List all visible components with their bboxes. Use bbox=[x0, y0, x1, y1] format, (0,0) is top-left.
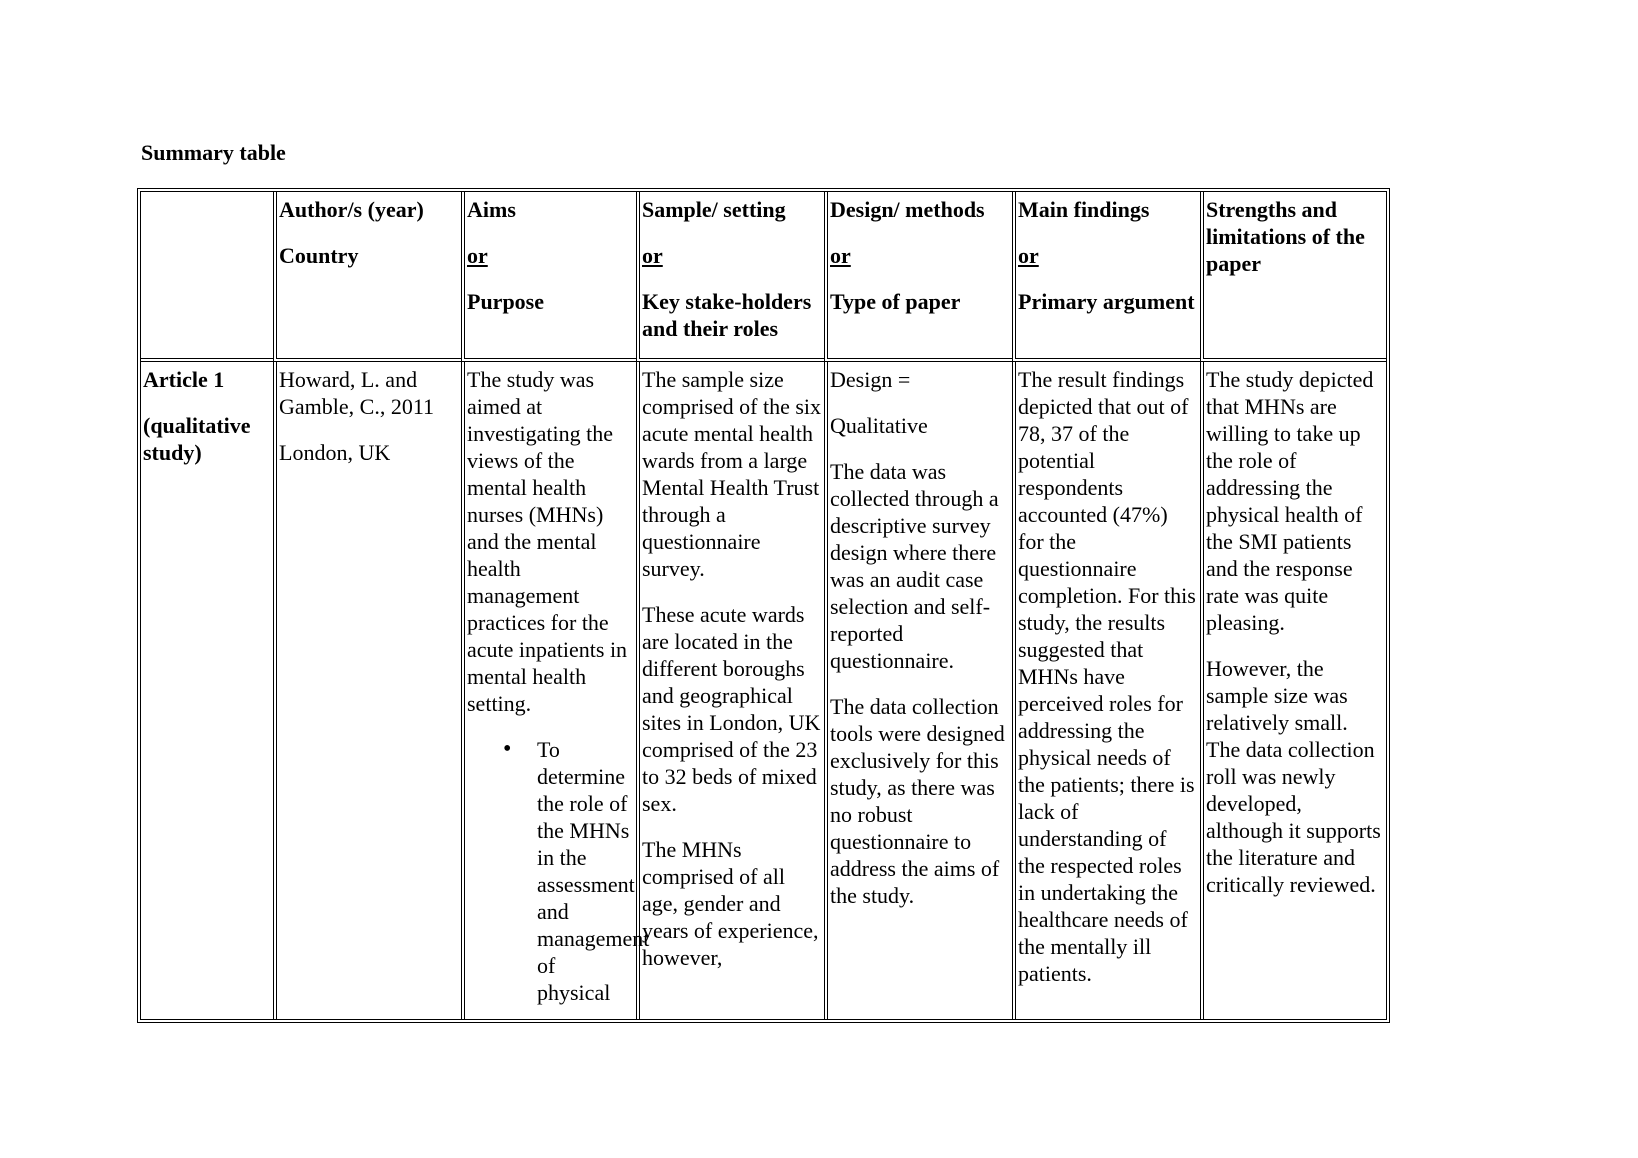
header-cell-empty bbox=[141, 192, 273, 362]
summary-table bbox=[137, 188, 1390, 1023]
header-cell-findings bbox=[1012, 192, 1200, 362]
sample-text-1: The sample size comprised of the six acute mental health wards from a large Mental Health Trust through a questionnaire survey. bbox=[642, 367, 822, 581]
page-title: Summary table bbox=[141, 140, 286, 165]
header-design-label: Design/ methods bbox=[830, 197, 985, 222]
header-cell-author bbox=[273, 192, 461, 362]
header-or-label: or bbox=[1018, 243, 1039, 268]
header-argument-label: Primary argument bbox=[1018, 289, 1195, 314]
study-type-label: (qualitative study) bbox=[143, 413, 251, 465]
strengths-text-2: However, the sample size was relatively small. The data collection roll was newly developed, although it supports the literature and critically reviewed. bbox=[1206, 656, 1381, 897]
author-text: Howard, L. and Gamble, C., 2011 bbox=[279, 367, 434, 419]
header-stakeholders-label: Key stake-holders and their roles bbox=[642, 289, 812, 341]
design-text-2: Qualitative bbox=[830, 413, 928, 438]
author-cell bbox=[273, 362, 461, 1019]
strengths-cell bbox=[1200, 362, 1386, 1019]
header-country-label: Country bbox=[279, 243, 359, 268]
header-cell-design bbox=[824, 192, 1012, 362]
design-cell bbox=[824, 362, 1012, 1019]
table-row bbox=[141, 362, 1386, 1019]
findings-text: The result findings depicted that out of 78, 37 of the potential respondents accounted (47%) for the questionnaire completion. For this study, the results suggested that MHNs have perceived roles for addressing the physical needs of the patients; there is lack of understanding of the respected roles in undertaking the healthcare needs of the mentally ill patients. bbox=[1018, 367, 1196, 986]
aims-text: The study was aimed at investigating the views of the mental health nurses (MHNs) and the mental health management practices for the acute inpatients in mental health setting. bbox=[467, 367, 628, 716]
header-or-label: or bbox=[642, 243, 663, 268]
header-sample-label: Sample/ setting bbox=[642, 197, 786, 222]
article-label: Article 1 bbox=[143, 367, 225, 392]
design-text-3: The data was collected through a descriptive survey design where there was an audit case selection and self-reported questionnaire. bbox=[830, 459, 999, 673]
aims-bullet-text: • To determine the role of the MHNs in the assessment and management of physical bbox=[537, 737, 650, 1005]
header-strengths-label: Strengths and limitations of the paper bbox=[1206, 197, 1365, 276]
header-type-label: Type of paper bbox=[830, 289, 961, 314]
aims-bullet-list bbox=[467, 736, 650, 1006]
strengths-text-1: The study depicted that MHNs are willing to take up the role of addressing the physical health of the SMI patients and the response rate was quite pleasing. bbox=[1206, 367, 1374, 635]
header-cell-sample bbox=[636, 192, 824, 362]
findings-cell bbox=[1012, 362, 1200, 1019]
country-text: London, UK bbox=[279, 440, 391, 465]
header-or-label: or bbox=[467, 243, 488, 268]
header-cell-strengths bbox=[1200, 192, 1386, 362]
design-text-4: The data collection tools were designed exclusively for this study, as there was no robust questionnaire to address the aims of the study. bbox=[830, 694, 1005, 908]
row-label-cell bbox=[141, 362, 273, 1019]
header-findings-label: Main findings bbox=[1018, 197, 1150, 222]
header-or-label: or bbox=[830, 243, 851, 268]
header-author-label: Author/s (year) bbox=[279, 197, 424, 222]
design-text-1: Design = bbox=[830, 367, 911, 392]
table-header-row bbox=[141, 192, 1386, 362]
header-purpose-label: Purpose bbox=[467, 289, 544, 314]
sample-cell bbox=[636, 362, 824, 1019]
sample-text-2: These acute wards are located in the different boroughs and geographical sites in London, UK comprised of the 23 to 32 beds of mixed sex. bbox=[642, 602, 821, 816]
header-aims-label: Aims bbox=[467, 197, 516, 222]
list-item bbox=[537, 736, 650, 1006]
header-cell-aims bbox=[461, 192, 636, 362]
aims-cell bbox=[461, 362, 650, 1019]
sample-text-3: The MHNs comprised of all age, gender and years of experience, however, bbox=[642, 837, 819, 970]
